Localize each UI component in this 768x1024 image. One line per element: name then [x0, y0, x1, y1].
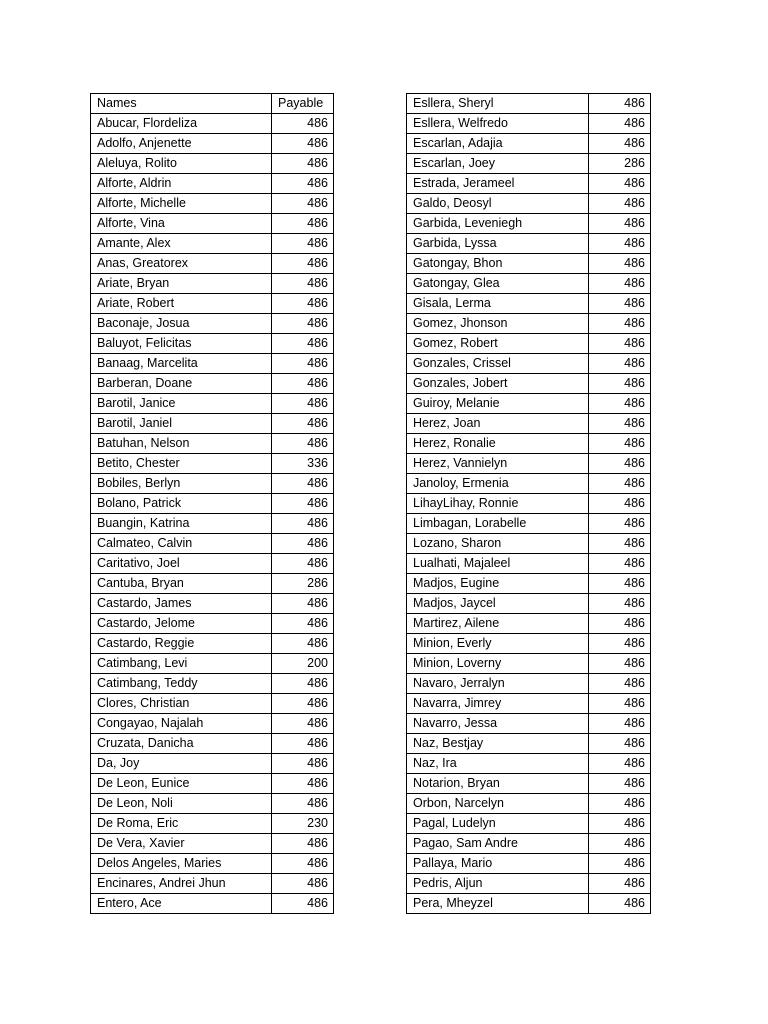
table-row — [91, 394, 334, 414]
table-row — [91, 474, 334, 494]
name-cell: De Leon, Eunice — [91, 774, 272, 794]
table-row — [91, 454, 334, 474]
table-row — [407, 314, 651, 334]
table-row — [407, 594, 651, 614]
table-row — [407, 874, 651, 894]
payable-cell: 486 — [272, 414, 334, 434]
name-cell: Pedris, Aljun — [407, 874, 589, 894]
name-cell: Orbon, Narcelyn — [407, 794, 589, 814]
name-cell: Madjos, Jaycel — [407, 594, 589, 614]
table-row — [91, 414, 334, 434]
table-row — [407, 274, 651, 294]
name-cell: Betito, Chester — [91, 454, 272, 474]
payable-cell: 486 — [589, 494, 651, 514]
table-row — [407, 554, 651, 574]
table-row — [407, 714, 651, 734]
name-cell: Herez, Ronalie — [407, 434, 589, 454]
table-row — [91, 614, 334, 634]
table-row — [91, 754, 334, 774]
table-row — [407, 854, 651, 874]
payable-cell: 486 — [272, 694, 334, 714]
name-cell: Pallaya, Mario — [407, 854, 589, 874]
table-row — [407, 214, 651, 234]
name-cell: Ariate, Bryan — [91, 274, 272, 294]
payable-cell: 486 — [589, 454, 651, 474]
table-row — [407, 634, 651, 654]
payable-cell: 230 — [272, 814, 334, 834]
name-cell: Herez, Vannielyn — [407, 454, 589, 474]
name-cell: De Roma, Eric — [91, 814, 272, 834]
table-row — [407, 674, 651, 694]
table-row — [407, 654, 651, 674]
table-row — [407, 814, 651, 834]
table-row — [91, 814, 334, 834]
name-cell: Cantuba, Bryan — [91, 574, 272, 594]
payable-cell: 486 — [589, 574, 651, 594]
table-row — [91, 134, 334, 154]
payable-cell: 200 — [272, 654, 334, 674]
name-cell: Delos Angeles, Maries — [91, 854, 272, 874]
payable-cell: 486 — [589, 874, 651, 894]
name-cell: Esllera, Welfredo — [407, 114, 589, 134]
name-cell: Guiroy, Melanie — [407, 394, 589, 414]
table-row — [91, 374, 334, 394]
payable-cell: 486 — [272, 254, 334, 274]
payable-cell: 486 — [589, 554, 651, 574]
name-cell: Minion, Everly — [407, 634, 589, 654]
names-header: Names — [91, 94, 272, 114]
table-row — [91, 574, 334, 594]
payable-cell: 486 — [272, 174, 334, 194]
payable-cell: 486 — [589, 734, 651, 754]
name-cell: Gisala, Lerma — [407, 294, 589, 314]
name-cell: Baluyot, Felicitas — [91, 334, 272, 354]
name-cell: Naz, Ira — [407, 754, 589, 774]
name-cell: Martirez, Ailene — [407, 614, 589, 634]
payable-cell: 486 — [272, 634, 334, 654]
payable-cell: 486 — [589, 614, 651, 634]
payable-cell: 486 — [272, 274, 334, 294]
name-cell: Bobiles, Berlyn — [91, 474, 272, 494]
table-row — [91, 634, 334, 654]
name-cell: Escarlan, Adajia — [407, 134, 589, 154]
table-row — [91, 114, 334, 134]
table-row — [91, 354, 334, 374]
table-row — [407, 514, 651, 534]
table-row — [91, 774, 334, 794]
payable-cell: 486 — [589, 514, 651, 534]
payable-cell: 486 — [589, 894, 651, 914]
name-cell: De Leon, Noli — [91, 794, 272, 814]
table-row — [407, 94, 651, 114]
table-row — [407, 414, 651, 434]
table-row — [407, 134, 651, 154]
table-row — [91, 734, 334, 754]
payable-cell: 486 — [589, 274, 651, 294]
name-cell: Ariate, Robert — [91, 294, 272, 314]
payable-cell: 486 — [272, 854, 334, 874]
payable-cell: 486 — [272, 674, 334, 694]
name-cell: Lozano, Sharon — [407, 534, 589, 554]
table-row — [407, 374, 651, 394]
payable-cell: 486 — [272, 774, 334, 794]
table-row — [407, 614, 651, 634]
payable-cell: 486 — [272, 154, 334, 174]
payable-cell: 486 — [589, 754, 651, 774]
payable-cell: 486 — [589, 694, 651, 714]
payable-cell: 486 — [272, 234, 334, 254]
table-row — [91, 674, 334, 694]
table-row — [91, 854, 334, 874]
table-row — [407, 894, 651, 914]
payable-cell: 486 — [272, 374, 334, 394]
payable-cell: 486 — [272, 874, 334, 894]
payable-cell: 486 — [272, 114, 334, 134]
name-cell: Madjos, Eugine — [407, 574, 589, 594]
name-cell: LihayLihay, Ronnie — [407, 494, 589, 514]
table-row — [407, 774, 651, 794]
payable-cell: 486 — [589, 214, 651, 234]
payable-cell: 486 — [272, 214, 334, 234]
payable-cell: 486 — [272, 194, 334, 214]
payable-cell: 486 — [272, 594, 334, 614]
table-row — [91, 794, 334, 814]
name-cell: Catimbang, Teddy — [91, 674, 272, 694]
name-cell: Estrada, Jerameel — [407, 174, 589, 194]
payable-cell: 486 — [589, 414, 651, 434]
table-row — [91, 494, 334, 514]
name-cell: Entero, Ace — [91, 894, 272, 914]
table-row — [407, 194, 651, 214]
name-cell: Caritativo, Joel — [91, 554, 272, 574]
payable-cell: 486 — [589, 394, 651, 414]
table-row — [91, 534, 334, 554]
payable-cell: 486 — [272, 614, 334, 634]
name-cell: Pera, Mheyzel — [407, 894, 589, 914]
payable-cell: 486 — [272, 734, 334, 754]
name-cell: Barotil, Janice — [91, 394, 272, 414]
name-cell: Naz, Bestjay — [407, 734, 589, 754]
payable-cell: 486 — [272, 494, 334, 514]
name-cell: Herez, Joan — [407, 414, 589, 434]
payable-cell: 486 — [589, 474, 651, 494]
table-row — [91, 434, 334, 454]
payable-cell: 286 — [589, 154, 651, 174]
table-row — [407, 534, 651, 554]
payable-cell: 486 — [272, 434, 334, 454]
payable-cell: 486 — [589, 634, 651, 654]
payable-cell: 486 — [589, 374, 651, 394]
payable-cell: 486 — [272, 314, 334, 334]
name-cell: Batuhan, Nelson — [91, 434, 272, 454]
name-cell: Pagao, Sam Andre — [407, 834, 589, 854]
table-row — [407, 294, 651, 314]
name-cell: Galdo, Deosyl — [407, 194, 589, 214]
payable-cell: 486 — [589, 194, 651, 214]
name-cell: Navaro, Jerralyn — [407, 674, 589, 694]
name-cell: Encinares, Andrei Jhun — [91, 874, 272, 894]
name-cell: Abucar, Flordeliza — [91, 114, 272, 134]
table-row — [91, 254, 334, 274]
payable-cell: 486 — [589, 94, 651, 114]
payable-cell: 486 — [272, 334, 334, 354]
table-row — [91, 694, 334, 714]
table-row — [91, 274, 334, 294]
name-cell: Gomez, Jhonson — [407, 314, 589, 334]
name-cell: Baconaje, Josua — [91, 314, 272, 334]
name-cell: Gatongay, Glea — [407, 274, 589, 294]
payable-cell: 486 — [272, 474, 334, 494]
payable-cell: 486 — [272, 834, 334, 854]
name-cell: Limbagan, Lorabelle — [407, 514, 589, 534]
table-row — [407, 354, 651, 374]
table-row — [91, 294, 334, 314]
table-row — [91, 234, 334, 254]
name-cell: Alforte, Vina — [91, 214, 272, 234]
name-cell: Gonzales, Jobert — [407, 374, 589, 394]
table-row — [91, 174, 334, 194]
name-cell: Gonzales, Crissel — [407, 354, 589, 374]
payable-cell: 486 — [589, 134, 651, 154]
name-cell: Gatongay, Bhon — [407, 254, 589, 274]
name-cell: De Vera, Xavier — [91, 834, 272, 854]
table-row — [91, 314, 334, 334]
name-cell: Castardo, Jelome — [91, 614, 272, 634]
name-cell: Esllera, Sheryl — [407, 94, 589, 114]
table-row — [91, 654, 334, 674]
name-cell: Gomez, Robert — [407, 334, 589, 354]
table-row — [91, 514, 334, 534]
name-cell: Banaag, Marcelita — [91, 354, 272, 374]
payable-cell: 486 — [272, 534, 334, 554]
payable-cell: 486 — [589, 834, 651, 854]
payable-cell: 486 — [589, 654, 651, 674]
name-cell: Alforte, Michelle — [91, 194, 272, 214]
payable-cell: 486 — [272, 294, 334, 314]
name-cell: Barotil, Janiel — [91, 414, 272, 434]
payable-cell: 486 — [589, 854, 651, 874]
table-row — [407, 734, 651, 754]
name-cell: Buangin, Katrina — [91, 514, 272, 534]
name-cell: Bolano, Patrick — [91, 494, 272, 514]
payable-cell: 486 — [589, 594, 651, 614]
payable-cell: 486 — [272, 134, 334, 154]
payable-cell: 486 — [589, 674, 651, 694]
table-row — [407, 234, 651, 254]
table-row — [407, 574, 651, 594]
payable-cell: 486 — [589, 814, 651, 834]
payable-cell: 486 — [272, 754, 334, 774]
payable-cell: 486 — [589, 314, 651, 334]
name-cell: Notarion, Bryan — [407, 774, 589, 794]
table-row — [91, 334, 334, 354]
table-row — [407, 834, 651, 854]
name-cell: Castardo, Reggie — [91, 634, 272, 654]
name-cell: Alforte, Aldrin — [91, 174, 272, 194]
payable-cell: 486 — [589, 354, 651, 374]
name-cell: Cruzata, Danicha — [91, 734, 272, 754]
payable-cell: 486 — [589, 714, 651, 734]
name-cell: Amante, Alex — [91, 234, 272, 254]
payable-cell: 486 — [589, 774, 651, 794]
table-row — [407, 154, 651, 174]
payable-cell: 486 — [272, 894, 334, 914]
table-row — [407, 114, 651, 134]
payable-cell: 486 — [589, 114, 651, 134]
payable-cell: 486 — [272, 794, 334, 814]
payable-cell: 486 — [589, 294, 651, 314]
name-cell: Escarlan, Joey — [407, 154, 589, 174]
name-cell: Janoloy, Ermenia — [407, 474, 589, 494]
name-cell: Adolfo, Anjenette — [91, 134, 272, 154]
payable-cell: 486 — [272, 554, 334, 574]
name-cell: Anas, Greatorex — [91, 254, 272, 274]
payable-cell: 486 — [272, 394, 334, 414]
name-cell: Pagal, Ludelyn — [407, 814, 589, 834]
table-row — [407, 254, 651, 274]
payable-cell: 486 — [589, 434, 651, 454]
table-row — [407, 394, 651, 414]
table-row — [407, 694, 651, 714]
table-row — [407, 794, 651, 814]
name-cell: Castardo, James — [91, 594, 272, 614]
table-row — [91, 194, 334, 214]
payable-cell: 486 — [589, 794, 651, 814]
name-cell: Catimbang, Levi — [91, 654, 272, 674]
table-row — [91, 834, 334, 854]
name-cell: Minion, Loverny — [407, 654, 589, 674]
name-cell: Lualhati, Majaleel — [407, 554, 589, 574]
name-cell: Da, Joy — [91, 754, 272, 774]
payable-cell: 486 — [272, 354, 334, 374]
table-row — [91, 874, 334, 894]
table-row — [91, 894, 334, 914]
name-cell: Garbida, Leveniegh — [407, 214, 589, 234]
name-cell: Clores, Christian — [91, 694, 272, 714]
payable-cell: 486 — [589, 174, 651, 194]
payable-cell: 486 — [589, 334, 651, 354]
table-row — [91, 154, 334, 174]
table-row — [91, 594, 334, 614]
payable-cell: 486 — [589, 254, 651, 274]
payable-cell: 486 — [272, 514, 334, 534]
name-cell: Calmateo, Calvin — [91, 534, 272, 554]
table-row — [407, 454, 651, 474]
table-row — [407, 174, 651, 194]
table-row — [407, 334, 651, 354]
name-cell: Garbida, Lyssa — [407, 234, 589, 254]
table-row — [407, 474, 651, 494]
name-cell: Navarra, Jimrey — [407, 694, 589, 714]
table-header-row — [91, 94, 334, 114]
table-row — [407, 434, 651, 454]
table-row — [91, 214, 334, 234]
payables-table-left — [90, 93, 334, 914]
payable-cell: 486 — [589, 234, 651, 254]
payable-cell: 486 — [589, 534, 651, 554]
payable-cell: 486 — [272, 714, 334, 734]
name-cell: Congayao, Najalah — [91, 714, 272, 734]
payable-cell: 286 — [272, 574, 334, 594]
name-cell: Aleluya, Rolito — [91, 154, 272, 174]
payables-table-right — [406, 93, 651, 914]
name-cell: Navarro, Jessa — [407, 714, 589, 734]
table-row — [407, 754, 651, 774]
payable-header: Payable — [272, 94, 334, 114]
table-row — [91, 714, 334, 734]
name-cell: Barberan, Doane — [91, 374, 272, 394]
table-row — [407, 494, 651, 514]
payable-cell: 336 — [272, 454, 334, 474]
table-row — [91, 554, 334, 574]
